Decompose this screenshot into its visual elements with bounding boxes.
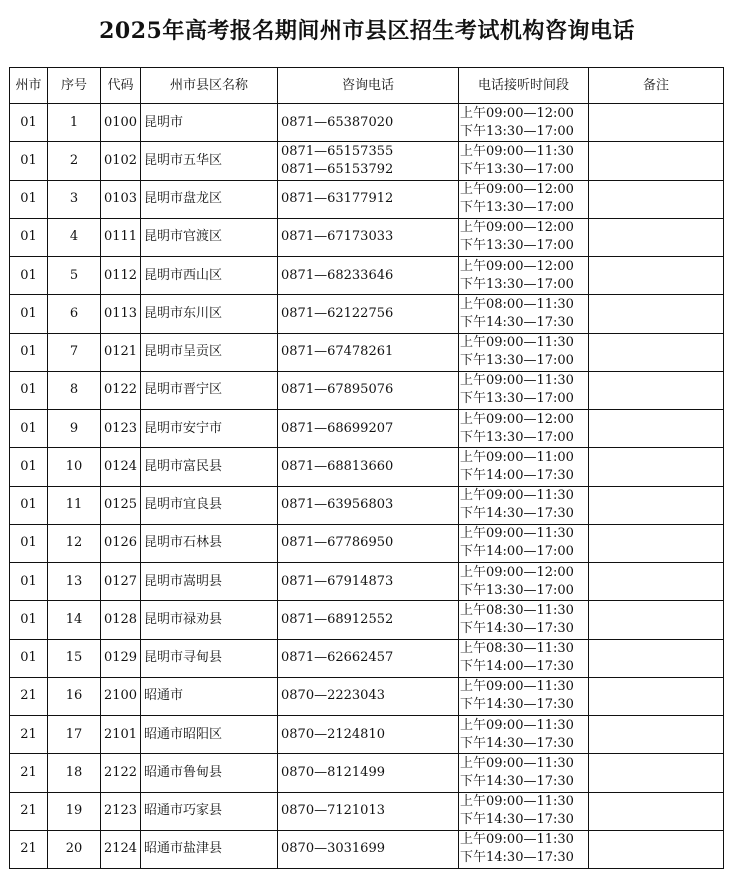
cell-code: 0112 <box>101 257 141 295</box>
cell-zhoushi: 21 <box>10 830 48 868</box>
cell-hours <box>459 410 589 448</box>
cell-hours <box>459 639 589 677</box>
cell-phone <box>278 716 459 754</box>
phone-number: 0870—8121499 <box>281 764 385 780</box>
cell-phone <box>278 180 459 218</box>
cell-phone <box>278 754 459 792</box>
table-row <box>10 639 724 677</box>
cell-phone <box>278 486 459 524</box>
morning-hours: 上午09:00—11:30 <box>460 717 574 733</box>
cell-remark <box>589 716 724 754</box>
cell-remark <box>589 333 724 371</box>
contact-table <box>9 67 724 869</box>
cell-remark <box>589 371 724 409</box>
cell-remark <box>589 486 724 524</box>
cell-hours <box>459 792 589 830</box>
cell-remark <box>589 524 724 562</box>
phone-number: 0871—67478261 <box>281 344 394 360</box>
morning-hours: 上午09:00—12:00 <box>460 220 574 236</box>
cell-zhoushi: 01 <box>10 601 48 639</box>
cell-zhoushi: 21 <box>10 677 48 715</box>
cell-serial: 6 <box>48 295 101 333</box>
cell-hours <box>459 524 589 562</box>
cell-phone <box>278 677 459 715</box>
header-name: 州市县区名称 <box>141 68 278 104</box>
cell-code: 2123 <box>101 792 141 830</box>
cell-serial: 10 <box>48 448 101 486</box>
cell-serial: 7 <box>48 333 101 371</box>
cell-code: 0113 <box>101 295 141 333</box>
phone-number: 0870—3031699 <box>281 841 385 857</box>
cell-serial: 14 <box>48 601 101 639</box>
morning-hours: 上午09:00—12:00 <box>460 564 574 580</box>
morning-hours: 上午09:00—11:30 <box>460 526 574 542</box>
cell-serial: 3 <box>48 180 101 218</box>
cell-name: 昭通市昭阳区 <box>141 716 278 754</box>
table-body <box>10 104 724 869</box>
cell-serial: 17 <box>48 716 101 754</box>
cell-remark <box>589 218 724 256</box>
header-code: 代码 <box>101 68 141 104</box>
cell-phone <box>278 601 459 639</box>
cell-phone <box>278 524 459 562</box>
cell-serial: 20 <box>48 830 101 868</box>
cell-serial: 16 <box>48 677 101 715</box>
cell-name: 昆明市富民县 <box>141 448 278 486</box>
cell-hours <box>459 180 589 218</box>
page-title: 2025年高考报名期间州市县区招生考试机构咨询电话 <box>99 18 635 44</box>
cell-remark <box>589 410 724 448</box>
cell-zhoushi: 01 <box>10 639 48 677</box>
cell-serial: 13 <box>48 563 101 601</box>
morning-hours: 上午08:30—11:30 <box>460 641 574 657</box>
table-row <box>10 371 724 409</box>
cell-name: 昆明市禄劝县 <box>141 601 278 639</box>
cell-code: 0128 <box>101 601 141 639</box>
cell-zhoushi: 01 <box>10 257 48 295</box>
cell-code: 2100 <box>101 677 141 715</box>
phone-number: 0871—68912552 <box>281 611 394 627</box>
cell-hours <box>459 754 589 792</box>
afternoon-hours: 下午14:30—17:30 <box>460 314 574 330</box>
cell-remark <box>589 563 724 601</box>
table-row <box>10 486 724 524</box>
cell-phone <box>278 257 459 295</box>
cell-name: 昭通市巧家县 <box>141 792 278 830</box>
cell-code: 2122 <box>101 754 141 792</box>
cell-phone <box>278 295 459 333</box>
afternoon-hours: 下午14:30—17:30 <box>460 620 574 636</box>
table-row <box>10 792 724 830</box>
cell-name: 昆明市呈贡区 <box>141 333 278 371</box>
cell-hours <box>459 257 589 295</box>
table-row <box>10 180 724 218</box>
cell-code: 0100 <box>101 104 141 142</box>
cell-remark <box>589 257 724 295</box>
cell-zhoushi: 01 <box>10 448 48 486</box>
cell-hours <box>459 677 589 715</box>
cell-remark <box>589 639 724 677</box>
cell-zhoushi: 01 <box>10 486 48 524</box>
cell-serial: 11 <box>48 486 101 524</box>
cell-hours <box>459 601 589 639</box>
cell-zhoushi: 21 <box>10 792 48 830</box>
cell-serial: 12 <box>48 524 101 562</box>
cell-remark <box>589 754 724 792</box>
afternoon-hours: 下午14:30—17:30 <box>460 850 574 866</box>
cell-code: 0127 <box>101 563 141 601</box>
cell-name: 昆明市嵩明县 <box>141 563 278 601</box>
morning-hours: 上午09:00—12:00 <box>460 182 574 198</box>
cell-name: 昆明市盘龙区 <box>141 180 278 218</box>
cell-hours <box>459 486 589 524</box>
cell-code: 0121 <box>101 333 141 371</box>
morning-hours: 上午08:30—11:30 <box>460 602 574 618</box>
cell-phone <box>278 218 459 256</box>
cell-phone <box>278 830 459 868</box>
phone-number: 0871—62122756 <box>281 305 394 321</box>
phone-number: 0871—67173033 <box>281 229 394 245</box>
cell-code: 0103 <box>101 180 141 218</box>
cell-hours <box>459 716 589 754</box>
cell-zhoushi: 01 <box>10 333 48 371</box>
cell-remark <box>589 142 724 180</box>
cell-name: 昭通市鲁甸县 <box>141 754 278 792</box>
phone-number: 0871—68233646 <box>281 267 394 283</box>
cell-zhoushi: 01 <box>10 563 48 601</box>
afternoon-hours: 下午13:30—17:00 <box>460 200 574 216</box>
afternoon-hours: 下午14:30—17:30 <box>460 735 574 751</box>
cell-code: 2124 <box>101 830 141 868</box>
table-row <box>10 754 724 792</box>
cell-phone <box>278 371 459 409</box>
cell-code: 0111 <box>101 218 141 256</box>
cell-hours <box>459 218 589 256</box>
cell-name: 昭通市 <box>141 677 278 715</box>
phone-number: 0871—67895076 <box>281 382 394 398</box>
cell-remark <box>589 295 724 333</box>
phone-number: 0871—65157355 <box>281 143 394 159</box>
header-row <box>10 68 724 104</box>
header-phone: 咨询电话 <box>278 68 459 104</box>
cell-serial: 9 <box>48 410 101 448</box>
cell-name: 昆明市西山区 <box>141 257 278 295</box>
cell-zhoushi: 01 <box>10 218 48 256</box>
table-row <box>10 142 724 180</box>
phone-number: 0870—7121013 <box>281 803 385 819</box>
cell-phone <box>278 639 459 677</box>
phone-number: 0871—68699207 <box>281 420 394 436</box>
header-hours: 电话接听时间段 <box>459 68 589 104</box>
cell-serial: 1 <box>48 104 101 142</box>
cell-name: 昆明市晋宁区 <box>141 371 278 409</box>
cell-phone <box>278 792 459 830</box>
morning-hours: 上午08:00—11:30 <box>460 296 574 312</box>
table-row <box>10 677 724 715</box>
cell-phone <box>278 142 459 180</box>
table-row <box>10 563 724 601</box>
cell-serial: 4 <box>48 218 101 256</box>
cell-name: 昆明市东川区 <box>141 295 278 333</box>
cell-zhoushi: 01 <box>10 180 48 218</box>
morning-hours: 上午09:00—11:00 <box>460 449 574 465</box>
table-row <box>10 295 724 333</box>
morning-hours: 上午09:00—11:30 <box>460 488 574 504</box>
phone-number: 0871—68813660 <box>281 458 394 474</box>
cell-phone <box>278 410 459 448</box>
morning-hours: 上午09:00—11:30 <box>460 143 574 159</box>
table-row <box>10 830 724 868</box>
cell-phone <box>278 563 459 601</box>
cell-code: 0123 <box>101 410 141 448</box>
cell-hours <box>459 563 589 601</box>
cell-phone <box>278 333 459 371</box>
cell-zhoushi: 01 <box>10 142 48 180</box>
afternoon-hours: 下午13:30—17:00 <box>460 238 574 254</box>
cell-zhoushi: 01 <box>10 410 48 448</box>
cell-hours <box>459 104 589 142</box>
morning-hours: 上午09:00—11:30 <box>460 335 574 351</box>
afternoon-hours: 下午13:30—17:00 <box>460 429 574 445</box>
afternoon-hours: 下午14:00—17:00 <box>460 544 574 560</box>
morning-hours: 上午09:00—12:00 <box>460 411 574 427</box>
header-remark: 备注 <box>589 68 724 104</box>
cell-zhoushi: 21 <box>10 716 48 754</box>
cell-zhoushi: 01 <box>10 524 48 562</box>
table-row <box>10 218 724 256</box>
cell-hours <box>459 295 589 333</box>
cell-phone <box>278 104 459 142</box>
morning-hours: 上午09:00—11:30 <box>460 373 574 389</box>
cell-serial: 2 <box>48 142 101 180</box>
cell-name: 昭通市盐津县 <box>141 830 278 868</box>
morning-hours: 上午09:00—11:30 <box>460 755 574 771</box>
cell-hours <box>459 371 589 409</box>
cell-name: 昆明市石林县 <box>141 524 278 562</box>
morning-hours: 上午09:00—11:30 <box>460 794 574 810</box>
afternoon-hours: 下午14:30—17:30 <box>460 812 574 828</box>
cell-serial: 18 <box>48 754 101 792</box>
cell-code: 0126 <box>101 524 141 562</box>
phone-number: 0871—67914873 <box>281 573 394 589</box>
cell-name: 昆明市官渡区 <box>141 218 278 256</box>
cell-hours <box>459 142 589 180</box>
cell-serial: 19 <box>48 792 101 830</box>
header-zhoushi: 州市 <box>10 68 48 104</box>
cell-serial: 8 <box>48 371 101 409</box>
cell-remark <box>589 180 724 218</box>
cell-code: 2101 <box>101 716 141 754</box>
table-row <box>10 333 724 371</box>
phone-number: 0871—62662457 <box>281 650 394 666</box>
table-row <box>10 524 724 562</box>
afternoon-hours: 下午13:30—17:00 <box>460 276 574 292</box>
cell-name: 昆明市 <box>141 104 278 142</box>
cell-code: 0124 <box>101 448 141 486</box>
cell-remark <box>589 448 724 486</box>
afternoon-hours: 下午13:30—17:00 <box>460 582 574 598</box>
cell-remark <box>589 677 724 715</box>
cell-name: 昆明市宜良县 <box>141 486 278 524</box>
afternoon-hours: 下午14:30—17:30 <box>460 773 574 789</box>
cell-code: 0102 <box>101 142 141 180</box>
table-row <box>10 104 724 142</box>
cell-hours <box>459 333 589 371</box>
cell-zhoushi: 01 <box>10 104 48 142</box>
cell-phone <box>278 448 459 486</box>
cell-remark <box>589 792 724 830</box>
phone-number: 0870—2124810 <box>281 726 385 742</box>
cell-serial: 5 <box>48 257 101 295</box>
morning-hours: 上午09:00—12:00 <box>460 105 574 121</box>
cell-name: 昆明市寻甸县 <box>141 639 278 677</box>
afternoon-hours: 下午14:30—17:30 <box>460 697 574 713</box>
afternoon-hours: 下午13:30—17:00 <box>460 391 574 407</box>
cell-hours <box>459 448 589 486</box>
table-row <box>10 257 724 295</box>
cell-remark <box>589 104 724 142</box>
phone-number: 0871—67786950 <box>281 535 394 551</box>
cell-remark <box>589 830 724 868</box>
afternoon-hours: 下午14:30—17:30 <box>460 506 574 522</box>
morning-hours: 上午09:00—11:30 <box>460 832 574 848</box>
morning-hours: 上午09:00—11:30 <box>460 679 574 695</box>
cell-code: 0129 <box>101 639 141 677</box>
afternoon-hours: 下午13:30—17:00 <box>460 161 574 177</box>
table-row <box>10 410 724 448</box>
phone-number: 0871—65153792 <box>281 161 394 177</box>
afternoon-hours: 下午13:30—17:00 <box>460 353 574 369</box>
table-row <box>10 601 724 639</box>
cell-name: 昆明市五华区 <box>141 142 278 180</box>
morning-hours: 上午09:00—12:00 <box>460 258 574 274</box>
phone-number: 0870—2223043 <box>281 688 385 704</box>
cell-zhoushi: 01 <box>10 371 48 409</box>
cell-zhoushi: 21 <box>10 754 48 792</box>
cell-serial: 15 <box>48 639 101 677</box>
phone-number: 0871—63177912 <box>281 191 394 207</box>
cell-name: 昆明市安宁市 <box>141 410 278 448</box>
table-row <box>10 716 724 754</box>
phone-number: 0871—65387020 <box>281 114 394 130</box>
table-row <box>10 448 724 486</box>
cell-hours <box>459 830 589 868</box>
phone-number: 0871—63956803 <box>281 497 394 513</box>
afternoon-hours: 下午14:00—17:30 <box>460 467 574 483</box>
afternoon-hours: 下午14:00—17:30 <box>460 659 574 675</box>
header-serial: 序号 <box>48 68 101 104</box>
cell-code: 0122 <box>101 371 141 409</box>
cell-remark <box>589 601 724 639</box>
cell-code: 0125 <box>101 486 141 524</box>
cell-zhoushi: 01 <box>10 295 48 333</box>
afternoon-hours: 下午13:30—17:00 <box>460 123 574 139</box>
